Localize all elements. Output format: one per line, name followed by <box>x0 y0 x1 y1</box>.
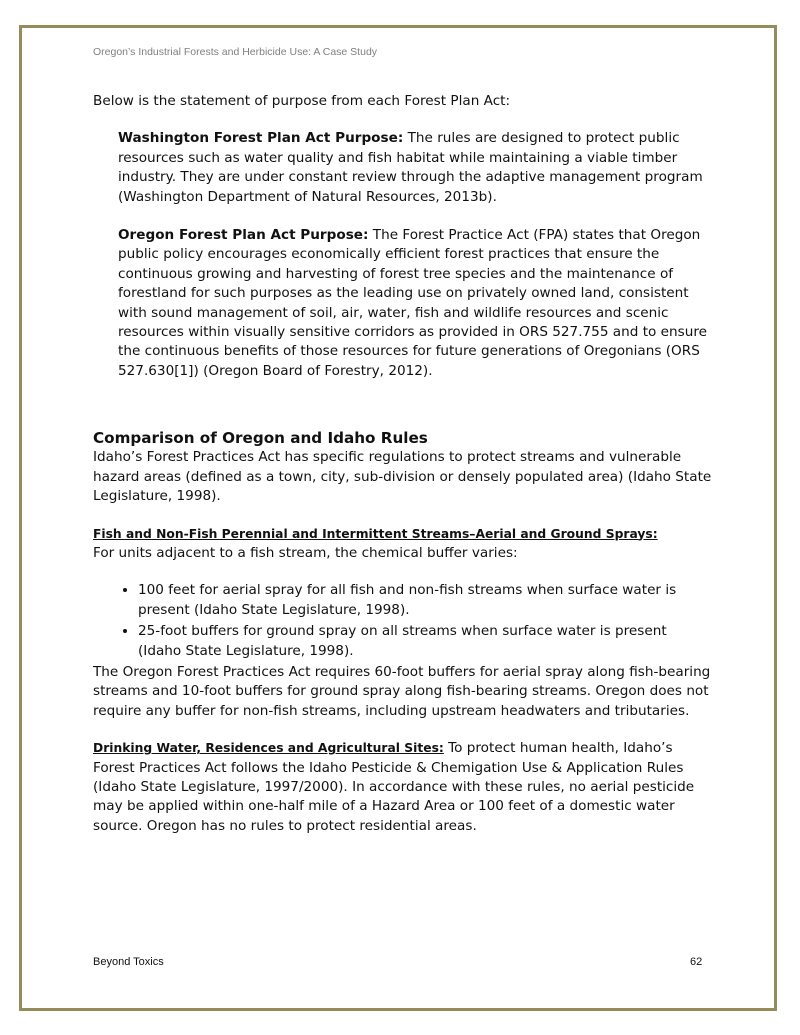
oregon-buffer-paragraph: The Oregon Forest Practices Act requires 60-foot buffers for aerial spray along fish-bearing streams and 10-foot buffers for ground spray along fish-bearing streams. Oregon does not require any buffer for non-fish streams, including upstream headwaters and tributaries. <box>93 663 711 719</box>
drinking-text: To protect human health, Idaho’s Forest Practices Act follows the Idaho Pesticide & Chemigation Use & Application Rules (Idaho State Legislature, 1997/2000). In accordance with these rules, no aerial pesticide may be applied within one-half mile of a Hazard Area or 100 feet of a domestic water source. Oregon has no rules to protect residential areas. <box>93 740 695 834</box>
oregon-label: Oregon Forest Plan Act Purpose: <box>118 227 369 244</box>
section-intro: Idaho’s Forest Practices Act has specific regulations to protect streams and vulnerable hazard areas (defined as a town, city, sub-division or densely populated area) (Idaho State Legislature, 1998). <box>93 449 712 505</box>
page-number: 62 <box>690 956 703 968</box>
section-heading: Comparison of Oregon and Idaho Rules <box>93 429 428 448</box>
oregon-text: The Forest Practice Act (FPA) states that Oregon public policy encourages economically efficient forest practices that ensure the continuous growing and harvesting of forest tree species and the maintenance of forestland for such purposes as the leading use on privately owned land, consistent with sound management of soil, air, water, fish and wildlife resources and scenic resources within visually sensitive corridors as provided in ORS 527.755 and to ensure the continuous benefits of those resources for future generations of Oregonians (ORS 527.630[1]) (Oregon Board of Forestry, 2012). <box>118 227 707 379</box>
list-item: • 25-foot buffers for ground spray on all streams when surface water is present (Idaho State Legislature, 1998). <box>138 622 713 661</box>
footer-text: Beyond Toxics <box>93 956 164 968</box>
page-body <box>93 92 713 836</box>
washington-purpose <box>118 129 710 207</box>
fish-subheading <box>93 525 713 544</box>
oregon-purpose <box>118 226 710 381</box>
fish-text: For units adjacent to a fish stream, the chemical buffer varies: <box>93 544 518 561</box>
washington-label: Washington Forest Plan Act Purpose: <box>118 130 404 147</box>
buffer-list <box>93 581 713 661</box>
drinking-label: Drinking Water, Residences and Agricultural Sites: <box>93 741 444 756</box>
list-item: • 100 feet for aerial spray for all fish and non-fish streams when surface water is present (Idaho State Legislature, 1998). <box>138 581 713 620</box>
drinking-water-paragraph <box>93 739 713 836</box>
running-header: Oregon’s Industrial Forests and Herbicide Use: A Case Study <box>93 46 378 58</box>
washington-text: The rules are designed to protect public resources such as water quality and fish habitat while maintaining a viable timber industry. They are under constant review through the adaptive management program (Washington Department of Natural Resources, 2013b). <box>118 130 703 205</box>
fish-label: Fish and Non-Fish Perennial and Intermittent Streams–Aerial and Ground Sprays: <box>93 526 658 541</box>
intro-paragraph: Below is the statement of purpose from each Forest Plan Act: <box>93 93 511 109</box>
